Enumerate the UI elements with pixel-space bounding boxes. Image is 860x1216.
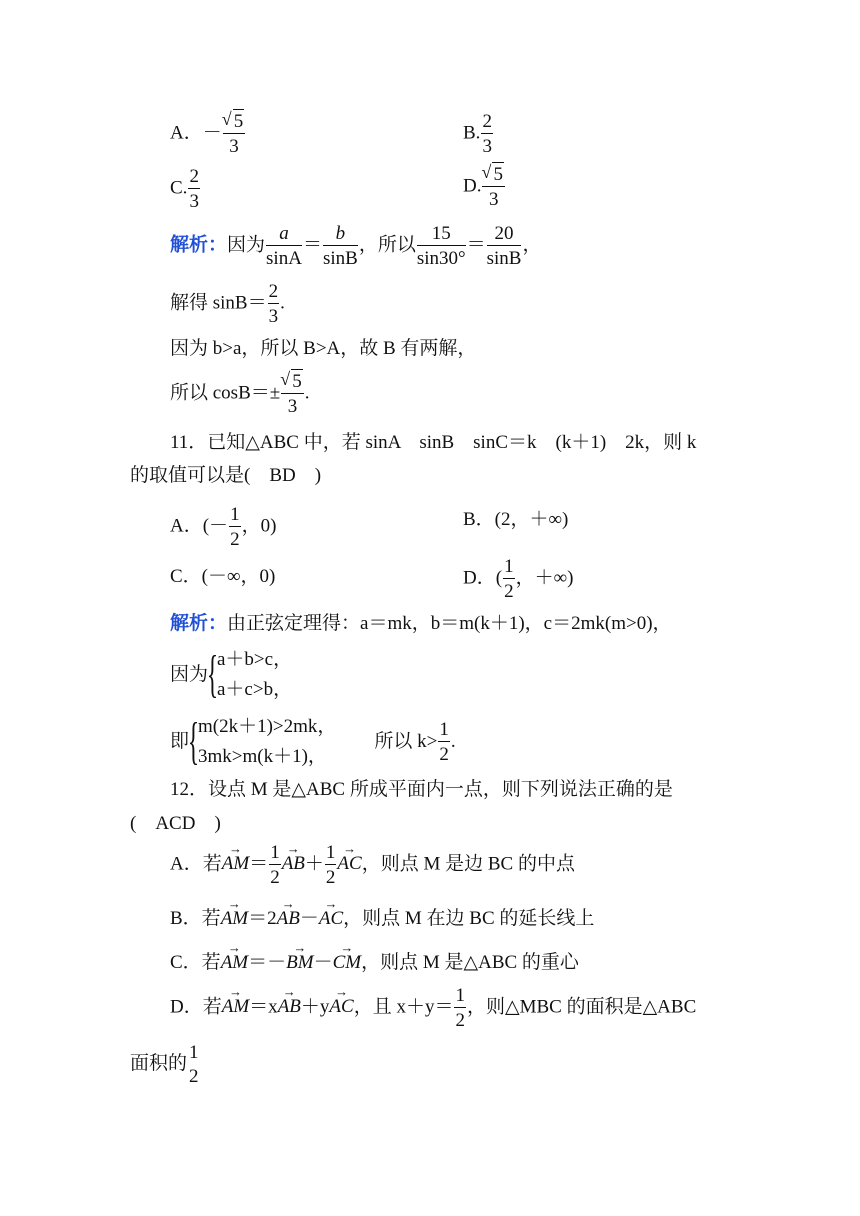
- vector-am: AM →: [221, 909, 248, 928]
- fraction: $\frac{1}{2}$: [439, 719, 449, 766]
- vector-ac: AC →: [337, 854, 361, 873]
- q10-option-d: [463, 165, 506, 209]
- q11-option-d: D．( $\frac{1}{2}$ ，＋∞): [463, 556, 574, 602]
- q12-stem-line1: 12．设点 M 是△ABC 所成平面内一点，则下列说法正确的是: [170, 779, 673, 800]
- q10-solution-line3: 因为 b>a，所以 B>A，故 B 有两解，: [170, 338, 477, 359]
- q10-solution-line4: 所以 cosB＝± √ $\frac{5}{3}$ .: [170, 372, 309, 416]
- fraction: $\frac{1}{2}$: [455, 985, 465, 1031]
- q10-solution-line1: 解析：因为 $\frac{a}{\sin A}$ ＝ $\frac{b}{\sin B}$ ，所以 $\frac{15}{\sin 30^\circ}$ ＝ $\frac{20}{\sin B}$ ，: [170, 223, 542, 269]
- q10-solution-line2: 解得 sinB＝ $\frac{2}{3}$ .: [170, 281, 285, 327]
- vector-ab: AB →: [278, 997, 301, 1016]
- q12-stem-line2: ( ACD ): [130, 813, 221, 834]
- vector-ab: AB →: [282, 854, 305, 873]
- fraction: $\frac{1}{2}$: [230, 504, 240, 550]
- fraction: √ $\frac{5}{3}$: [281, 372, 304, 416]
- fraction: $\frac{20}{\sin B}$: [486, 223, 522, 269]
- q11-solution-line2: 因为{ a＋b>c， a＋c>b，: [170, 645, 292, 706]
- vector-ac: AC →: [329, 997, 353, 1016]
- q10-option-c-label: C.: [170, 177, 188, 199]
- left-brace: {: [206, 646, 219, 704]
- fraction: $\frac{a}{\sin A}$: [266, 223, 302, 269]
- vector-ab: AB →: [277, 909, 300, 928]
- q12-option-d-line2: 面积的 1 2: [130, 1042, 199, 1087]
- q10-option-c: [170, 167, 201, 211]
- fraction: $\frac{2}{3}$: [268, 281, 279, 327]
- q10-option-b-fraction: $\frac{2}{3}$: [482, 111, 492, 157]
- q12-option-b: B．若AM →＝2AB →－AC →，则点 M 在边 BC 的延长线上: [170, 909, 594, 928]
- q12-option-d: D．若AM →＝xAB →＋yAC →，且 x＋y＝ $\frac{1}{2}$ ，则△MBC 的面积是△ABC: [170, 986, 696, 1030]
- q11-stem-line1: 11．已知△ABC 中，若 sinA sinB sinC＝k (k＋1) 2k，则 k: [170, 432, 697, 453]
- q11-option-a: A．(－ $\frac{1}{2}$ ，0): [170, 504, 277, 550]
- fraction: $\frac{1}{2}$: [325, 842, 336, 888]
- fraction: 1 2: [189, 1042, 199, 1087]
- q11-option-b: B．(2，＋∞): [463, 509, 569, 530]
- q11-stem-line2: 的取值可以是( BD ): [130, 465, 322, 486]
- inequality-system: a＋b>c， a＋c>b，: [216, 649, 293, 701]
- vector-am: AM →: [222, 854, 249, 873]
- vector-am: AM →: [222, 997, 249, 1016]
- q10-option-b: [463, 112, 494, 156]
- q10-option-a: [170, 112, 246, 156]
- q11-solution-line3: 即{ m(2k＋1)>2mk， 3mk>m(k＋1)， 所以 k> $\frac{1}{2}$ .: [170, 712, 456, 773]
- q10-option-b-label: B.: [463, 122, 481, 144]
- q12-option-a: A．若AM →＝ $\frac{1}{2}$ AB →＋ $\frac{1}{2}$ AC →，则点 M 是边 BC 的中点: [170, 843, 575, 887]
- vector-cm: CM →: [333, 953, 362, 972]
- q10-option-a-fraction: √ $\frac{5}{3}$: [223, 112, 246, 156]
- q10-option-a-label: A．－: [170, 122, 222, 144]
- fraction: $\frac{15}{\sin 30^\circ}$: [416, 223, 466, 269]
- vector-ac: AC →: [319, 909, 343, 928]
- q11-option-c: C．(－∞，0): [170, 566, 276, 587]
- q10-option-d-label: D.: [463, 175, 482, 197]
- q11-solution-line1: 解析：由正弦定理得：a＝mk，b＝m(k＋1)，c＝2mk(m>0)，: [170, 613, 672, 634]
- fraction: $\frac{1}{2}$: [504, 556, 514, 602]
- q10-option-c-fraction: $\frac{2}{3}$: [189, 166, 199, 212]
- q12-option-c: C．若AM →＝－BM →－CM →，则点 M 是△ABC 的重心: [170, 953, 579, 972]
- fraction: $\frac{1}{2}$: [270, 842, 280, 888]
- inequality-system: m(2k＋1)>2mk， 3mk>m(k＋1)，: [197, 716, 337, 768]
- q10-option-d-fraction: √ $\frac{5}{3}$: [482, 165, 505, 209]
- solution-label: 解析：: [170, 234, 228, 256]
- left-brace: {: [187, 713, 200, 771]
- fraction: $\frac{b}{\sin B}$: [322, 223, 358, 269]
- solution-label: 解析：: [170, 613, 228, 634]
- vector-bm: BM →: [286, 953, 313, 972]
- vector-am: AM →: [221, 953, 248, 972]
